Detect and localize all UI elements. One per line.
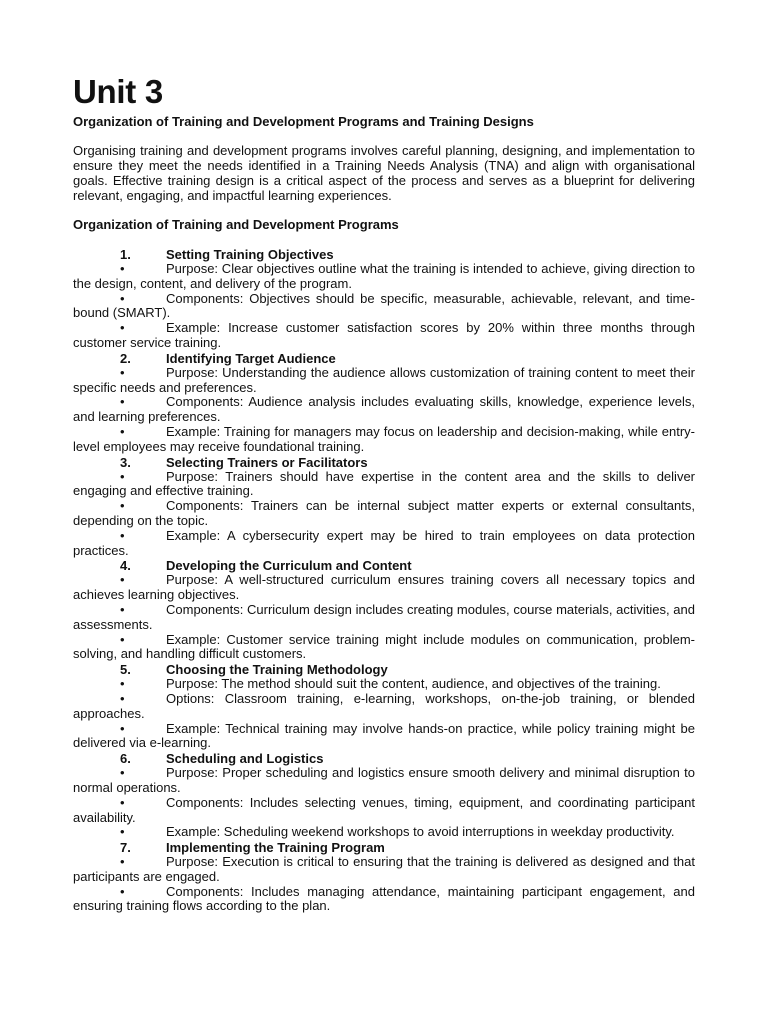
bullet-point [73,573,695,603]
bullet-text: Purpose: Trainers should have expertise in the content area and the skills to deliver engaging and effective training. [73,468,695,499]
bullet-icon: • [120,690,125,706]
bullet-text: Purpose: Execution is critical to ensuring that the training is delivered as designed and that participants are engaged. [73,854,695,884]
bullet-point [73,603,695,633]
bullet-icon: • [120,720,125,736]
bullet-text: Components: Curriculum design includes creating modules, course materials, activities, and assessments. [73,601,695,632]
bullet-text: Purpose: Clear objectives outline what the training is intended to achieve, giving direction to the design, content, and delivery of the program. [73,261,695,291]
list-item [73,558,695,662]
bullet-text: Components: Trainers can be internal subject matter experts or external consultants, depending on the topic. [73,498,695,528]
bullet-point [73,796,695,826]
bullet-text: Components: Objectives should be specific, measurable, achievable, relevant, and time-bound (SMART). [73,290,695,321]
bullet-icon: • [120,394,125,410]
bullet-point [73,292,695,322]
list-item-heading [73,247,695,262]
list-item [73,662,695,751]
bullet-icon: • [120,883,125,899]
bullet-text: Example: Technical training may involve hands-on practice, while policy training might be delivered via e-learning. [73,720,695,751]
list-item-heading [73,751,695,766]
list-item-title: Scheduling and Logistics [166,751,324,767]
list-item-number: 1. [120,247,131,262]
bullet-point [73,321,695,351]
bullet-icon: • [120,824,125,840]
list-item-number: 2. [120,350,131,366]
bullet-icon: • [120,468,125,484]
bullet-icon: • [120,676,125,692]
bullet-text: Options: Classroom training, e-learning, workshops, on-the-job training, or blended approaches. [73,690,695,721]
bullet-text: Example: Customer service training might include modules on communication, problem-solving, and handling difficult customers. [73,631,695,662]
list-item-title: Selecting Trainers or Facilitators [166,454,368,470]
list-item-title: Choosing the Training Methodology [166,662,388,678]
intro-paragraph: Organising training and development programs involves careful planning, designing, and implementation to ensure they meet the needs identified in a Training Needs Analysis (TNA) and align with organisational goals. Effective training design is a critical aspect of the process and serves as a blueprint for delivering relevant, engaging, and impactful learning experiences. [73,143,695,203]
bullet-text: Components: Audience analysis includes evaluating skills, knowledge, experience levels, and learning preferences. [73,394,695,425]
section-heading: Organization of Training and Development Programs [73,217,399,232]
bullet-icon: • [120,261,125,276]
list-item [73,351,695,455]
list-item-number: 4. [120,558,131,574]
bullet-icon: • [120,854,125,870]
bullet-point [73,885,695,915]
list-item [73,455,695,559]
bullet-point [73,470,695,500]
bullet-icon: • [120,601,125,617]
document-content [73,74,695,914]
list-item-heading [73,662,695,677]
list-item-title: Developing the Curriculum and Content [166,558,412,574]
bullet-text: Components: Includes selecting venues, timing, equipment, and coordinating participant availability. [73,794,695,825]
bullet-icon: • [120,498,125,514]
bullet-point [73,366,695,396]
list-item-number: 7. [120,840,131,856]
bullet-text: Purpose: Proper scheduling and logistics ensure smooth delivery and minimal disruption to normal operations. [73,765,695,795]
bullet-text: Purpose: The method should suit the content, audience, and objectives of the training. [166,676,661,692]
bullet-text: Example: Increase customer satisfaction scores by 20% within three months through customer service training. [73,320,695,350]
bullet-icon: • [120,320,125,336]
list-item [73,840,695,914]
list-item-heading [73,840,695,855]
list-item-title: Setting Training Objectives [166,247,334,262]
list-item-number: 6. [120,751,131,767]
list-item [73,751,695,840]
bullet-icon: • [120,423,125,439]
bullet-point [73,499,695,529]
list-item-title: Implementing the Training Program [166,840,385,856]
bullet-point [73,692,695,722]
bullet-text: Example: A cybersecurity expert may be hired to train employees on data protection practices. [73,527,695,558]
bullet-icon: • [120,572,125,588]
bullet-icon: • [120,527,125,543]
bullet-text: Example: Scheduling weekend workshops to avoid interruptions in weekday productivity. [166,824,675,840]
bullet-point [73,855,695,885]
list-item [73,247,695,351]
bullet-text: Example: Training for managers may focus on leadership and decision-making, while entry-level employees may receive foundational training. [73,423,695,454]
bullet-point [73,825,695,840]
bullet-point [73,425,695,455]
bullet-icon: • [120,765,125,781]
bullet-text: Purpose: A well-structured curriculum ensures training covers all necessary topics and achieves learning objectives. [73,572,695,603]
bullet-point [73,722,695,752]
list-item-heading [73,351,695,366]
numbered-list [73,247,695,914]
bullet-icon: • [120,364,125,380]
bullet-point [73,766,695,796]
bullet-point [73,395,695,425]
list-item-number: 3. [120,454,131,470]
list-item-heading [73,455,695,470]
document-subtitle: Organization of Training and Development Programs and Training Designs [73,114,534,129]
bullet-text: Purpose: Understanding the audience allows customization of training content to meet their specific needs and preferences. [73,364,695,395]
bullet-point [73,529,695,559]
bullet-point [73,262,695,292]
bullet-icon: • [120,290,125,306]
unit-title: Unit 3 [73,73,163,110]
bullet-point [73,633,695,663]
list-item-heading [73,558,695,573]
list-item-title: Identifying Target Audience [166,350,336,366]
bullet-point [73,677,695,692]
list-item-number: 5. [120,662,131,678]
bullet-text: Components: Includes managing attendance, maintaining participant engagement, and ensuring training flows according to the plan. [73,883,695,914]
bullet-icon: • [120,631,125,647]
bullet-icon: • [120,794,125,810]
